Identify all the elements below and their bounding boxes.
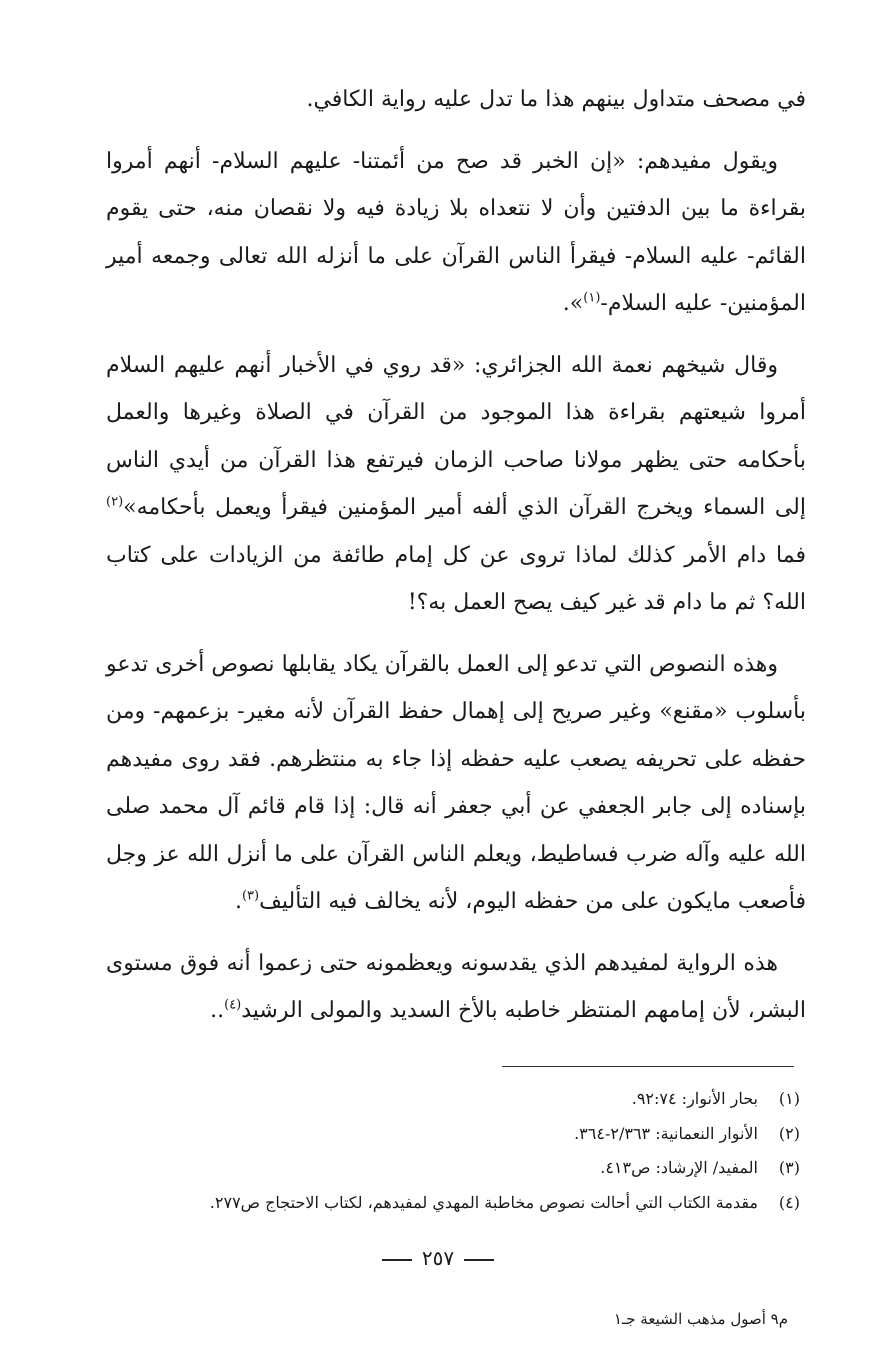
footnote-text: مقدمة الكتاب التي أحالت نصوص مخاطبة المهدي لمفيدهم، لكتاب الاحتجاج ص٢٧٧.	[209, 1192, 758, 1212]
paragraph-4	[106, 641, 806, 926]
footnote-ref-1[interactable]: (١)	[583, 290, 601, 306]
footnote-4	[100, 1186, 800, 1221]
paragraph-2-text: ويقول مفيدهم: «إن الخبر قد صح من أئمتنا- عليهم السلام- أنهم أمروا بقراءة ما بين الدفتين وأن لا نتعداه بلا زيادة فيه ولا نقصان منه، حتى يقوم القائم- عليه السلام- فيقرأ الناس القرآن على ما أنزله الله تعالى وجمعه أمير المؤمنين- عليه السلام-	[106, 148, 806, 316]
paragraph-3-text: وقال شيخهم نعمة الله الجزائري: «قد روي في الأخبار أنهم عليهم السلام أمروا شيعتهم بقراءة هذا الموجود من القرآن في الصلاة وغيرها والعمل بأحكامه حتى يظهر مولانا صاحب الزمان فيرتفع هذا القرآن من أيدي الناس إلى السماء ويخرج القرآن الذي ألفه أمير المؤمنين فيقرأ ويعمل بأحكامه»	[106, 352, 806, 520]
page-number-value: ٢٥٧	[421, 1246, 455, 1270]
paragraph-2-end: ».	[562, 291, 584, 316]
footnote-number: (٣)	[778, 1158, 800, 1177]
footnote-number: (٢)	[778, 1123, 800, 1143]
footnote-number: (٤)	[778, 1192, 800, 1212]
printer-signature: م٩ أصول مذهب الشيعة جـ١	[613, 1310, 788, 1328]
paragraph-5-end: ..	[210, 998, 225, 1023]
footnote-ref-4[interactable]: (٤)	[224, 997, 242, 1013]
paragraph-1-text: في مصحف متداول بينهم هذا ما تدل عليه رواية الكافي.	[306, 87, 806, 112]
footnote-text: المفيد/ الإرشاد: ص٤١٣.	[600, 1158, 758, 1177]
paragraph-1	[106, 76, 806, 124]
footnote-text: بحار الأنوار: ٩٢:٧٤.	[631, 1089, 758, 1108]
paragraph-4-text: وهذه النصوص التي تدعو إلى العمل بالقرآن يكاد يقابلها نصوص أخرى تدعو بأسلوب «مقنع» وغير صريح إلى إهمال حفظ القرآن لأنه مغير- بزعمهم- ومن حفظه على تحريفه يصعب عليه حفظه إذا جاء به منتظرهم. فقد روى مفيدهم بإسناده إلى جابر الجعفي عن أبي جعفر أنه قال: إذا قام قائم آل محمد صلى الله عليه وآله ضرب فساطيط، ويعلم الناس القرآن على ما أنزل الله عز وجل فأصعب مايكون على من حفظه اليوم، لأنه يخالف فيه التأليف	[106, 651, 806, 914]
footnote-text: الأنوار النعمانية: ٢/٣٦٣-٣٦٤.	[574, 1123, 758, 1143]
body-text	[106, 76, 806, 1049]
paragraph-3-rest: فما دام الأمر كذلك لماذا تروى عن كل إمام طائفة من الزيادات على كتاب الله؟ ثم ما دام قد غير كيف يصح العمل به؟!	[106, 542, 806, 615]
footnotes	[100, 1082, 800, 1220]
paragraph-5	[106, 940, 806, 1035]
page-number	[0, 1246, 876, 1270]
footnote-ref-2[interactable]: (٢)	[106, 494, 124, 510]
paragraph-3	[106, 342, 806, 627]
footnote-ref-3[interactable]: (٣)	[241, 888, 260, 904]
footnote-number: (١)	[778, 1089, 800, 1108]
page-number-dash-left	[382, 1259, 412, 1261]
footnote-2	[100, 1117, 800, 1152]
footnote-divider	[502, 1066, 794, 1067]
paragraph-5-text: هذه الرواية لمفيدهم الذي يقدسونه ويعظمونه حتى زعموا أنه فوق مستوى البشر، لأن إمامهم المنتظر خاطبه بالأخ السديد والمولى الرشيد	[106, 950, 806, 1023]
footnote-1	[100, 1082, 800, 1117]
page-number-dash-right	[464, 1259, 494, 1261]
footnote-3	[100, 1151, 800, 1186]
paragraph-2	[106, 138, 806, 328]
paragraph-4-end: .	[234, 889, 242, 914]
